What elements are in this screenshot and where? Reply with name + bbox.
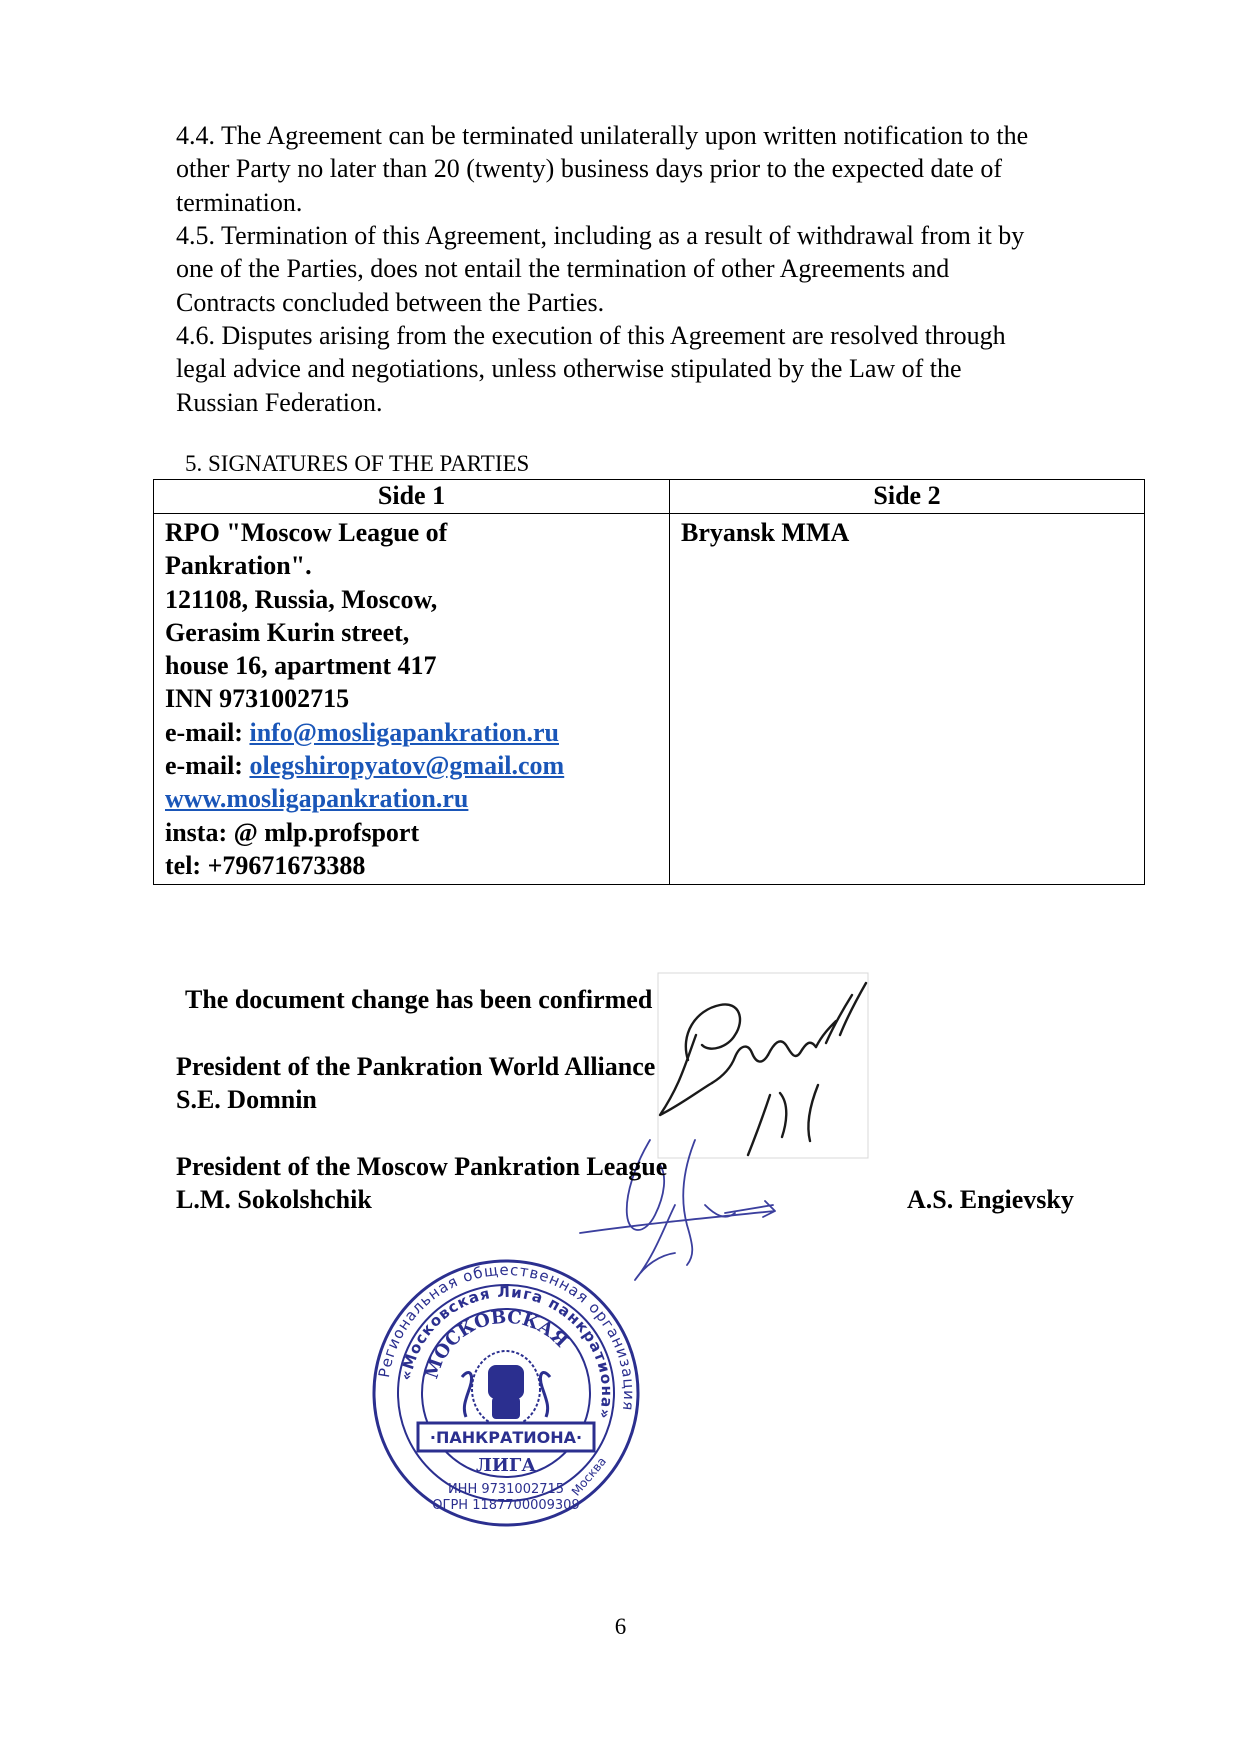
email-label: e-mail: xyxy=(165,717,250,747)
league-stamp xyxy=(370,1257,642,1529)
stamp-seal-icon xyxy=(370,1257,642,1529)
side1-email-row xyxy=(165,749,659,782)
clause-line: termination. xyxy=(176,187,303,217)
side1-details xyxy=(154,514,670,885)
side2-header: Side 2 xyxy=(670,480,1145,514)
clause-line: 4.6. Disputes arising from the execution of this Agreement are resolved through xyxy=(176,321,1006,350)
website-link[interactable]: www.mosligapankration.ru xyxy=(165,784,469,814)
clause-line: other Party no later than 20 (twenty) business days prior to the expected date of xyxy=(176,154,1002,184)
side1-address-line: Gerasim Kurin street, xyxy=(165,617,410,647)
side1-inn: INN 9731002715 xyxy=(165,684,350,714)
clause-line: 4.5. Termination of this Agreement, including as a result of withdrawal from it by xyxy=(176,221,1025,250)
stamp-middle-text: «Московская Лига панкратиона» xyxy=(396,1282,617,1422)
email-link[interactable]: info@mosligapankration.ru xyxy=(249,717,559,747)
side1-website-row xyxy=(165,782,659,815)
confirmation-heading: The document change has been confirmed xyxy=(185,985,653,1014)
side2-details xyxy=(670,514,1145,885)
stamp-outer-text: Региональная общественная организация xyxy=(375,1260,639,1413)
league-president-name: L.M. Sokolshchik xyxy=(176,1185,372,1214)
other-signatory-name: A.S. Engievsky xyxy=(907,1185,1074,1214)
clause-4-5 xyxy=(176,219,1136,319)
clause-line: 4.4. The Agreement can be terminated unilaterally upon written notification to the xyxy=(176,121,1029,150)
side1-address-line: 121108, Russia, Moscow, xyxy=(165,584,438,614)
email-label: e-mail: xyxy=(165,751,250,781)
stamp-ribbon: ·ПАНКРАТИОНА· xyxy=(429,1428,583,1447)
clause-4-4 xyxy=(176,119,1136,219)
clause-4-6 xyxy=(176,319,1136,419)
clause-line: one of the Parties, does not entail the termination of other Agreements and xyxy=(176,254,950,284)
side1-insta: insta: @ mlp.profsport xyxy=(165,817,420,847)
stamp-city: Москва xyxy=(568,1454,610,1499)
side2-org: Bryansk MMA xyxy=(681,518,850,547)
side1-header: Side 1 xyxy=(154,480,670,514)
signatures-table xyxy=(153,479,1145,885)
stamp-top-banner: МОСКОВСКАЯ xyxy=(421,1306,572,1382)
clause-line: Contracts concluded between the Parties. xyxy=(176,287,605,317)
clause-line: legal advice and negotiations, unless otherwise stipulated by the Law of the xyxy=(176,354,962,384)
alliance-president-name: S.E. Domnin xyxy=(176,1085,317,1114)
email-link[interactable]: olegshiropyatov@gmail.com xyxy=(249,751,565,781)
stamp-bottom-banner: ЛИГА xyxy=(475,1455,537,1476)
side1-org-line: RPO "Moscow League of xyxy=(165,518,448,547)
side1-address-line: house 16, apartment 417 xyxy=(165,651,437,681)
side1-org-line: Pankration". xyxy=(165,551,312,581)
side1-tel: tel: +79671673388 xyxy=(165,850,366,880)
alliance-president-title: President of the Pankration World Alliance xyxy=(176,1052,656,1081)
side1-email-row xyxy=(165,716,659,749)
clause-line: Russian Federation. xyxy=(176,387,383,417)
league-president-title: President of the Moscow Pankration League xyxy=(176,1152,668,1181)
stamp-inn: ИНН 9731002715 xyxy=(447,1482,565,1497)
signatures-heading: 5. SIGNATURES OF THE PARTIES xyxy=(185,451,530,476)
page-number: 6 xyxy=(614,1614,627,1639)
stamp-ogrn: ОГРН 1187700009309 xyxy=(432,1498,580,1513)
